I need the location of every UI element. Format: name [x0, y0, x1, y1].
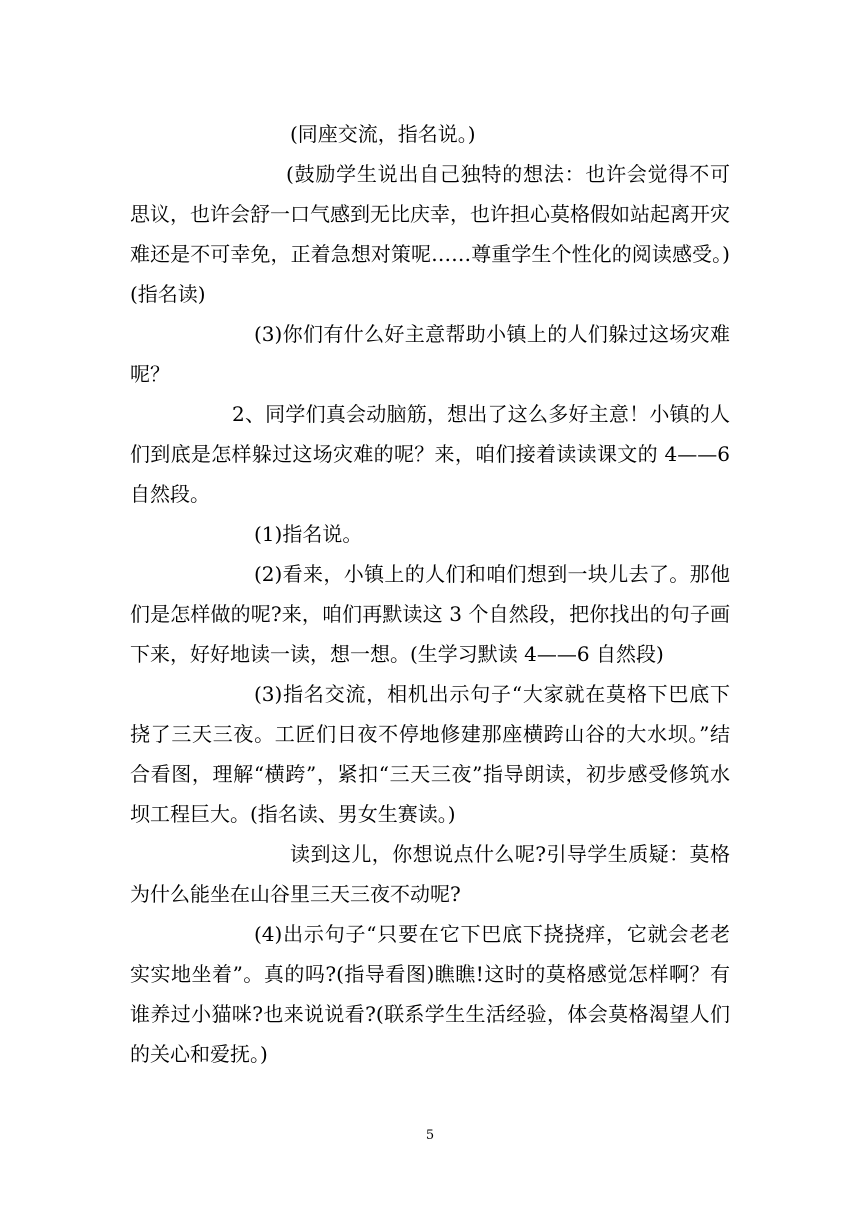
paragraph-9: (4)出示句子“只要在它下巴底下挠挠痒，它就会老老实实地坐着”。真的吗?(指导看图)瞧瞧!这时的莫格感觉怎样啊？有谁养过小猫咪?也来说说看?(联系学生生活经验，体会莫格渴望人们的关心和爱抚。): [130, 922, 730, 1066]
paragraph-2: (鼓励学生说出自己独特的想法：也许会觉得不可思议，也许会舒一口气感到无比庆幸，也许担心莫格假如站起离开灾难还是不可幸免，正着急想对策呢……尊重学生个性化的阅读感受。)(指名读): [130, 162, 730, 306]
paragraph-8: 读到这儿，你想说点什么呢?引导学生质疑：莫格为什么能坐在山谷里三天三夜不动呢?: [130, 842, 730, 906]
document-body: [130, 114, 730, 1074]
paragraph-3: (3)你们有什么好主意帮助小镇上的人们躲过这场灾难呢？: [130, 322, 730, 386]
paragraph-4: 2、同学们真会动脑筋，想出了这么多好主意！小镇的人们到底是怎样躲过这场灾难的呢？来，咱们接着读读课文的 4——6 自然段。: [130, 402, 730, 506]
paragraph-1: (同座交流，指名说。): [290, 122, 476, 146]
paragraph-6: (2)看来，小镇上的人们和咱们想到一块儿去了。那他们是怎样做的呢?来，咱们再默读这 3 个自然段，把你找出的句子画下来，好好地读一读，想一想。(生学习默读 4——6 自然段): [130, 562, 730, 666]
paragraph-5: (1)指名说。: [254, 522, 363, 546]
page-number: 5: [425, 1128, 435, 1143]
paragraph-7: (3)指名交流，相机出示句子“大家就在莫格下巴底下挠了三天三夜。工匠们日夜不停地修建那座横跨山谷的大水坝。”结合看图，理解“横跨”，紧扣“三天三夜”指导朗读，初步感受修筑水坝工程巨大。(指名读、男女生赛读。): [130, 682, 730, 826]
